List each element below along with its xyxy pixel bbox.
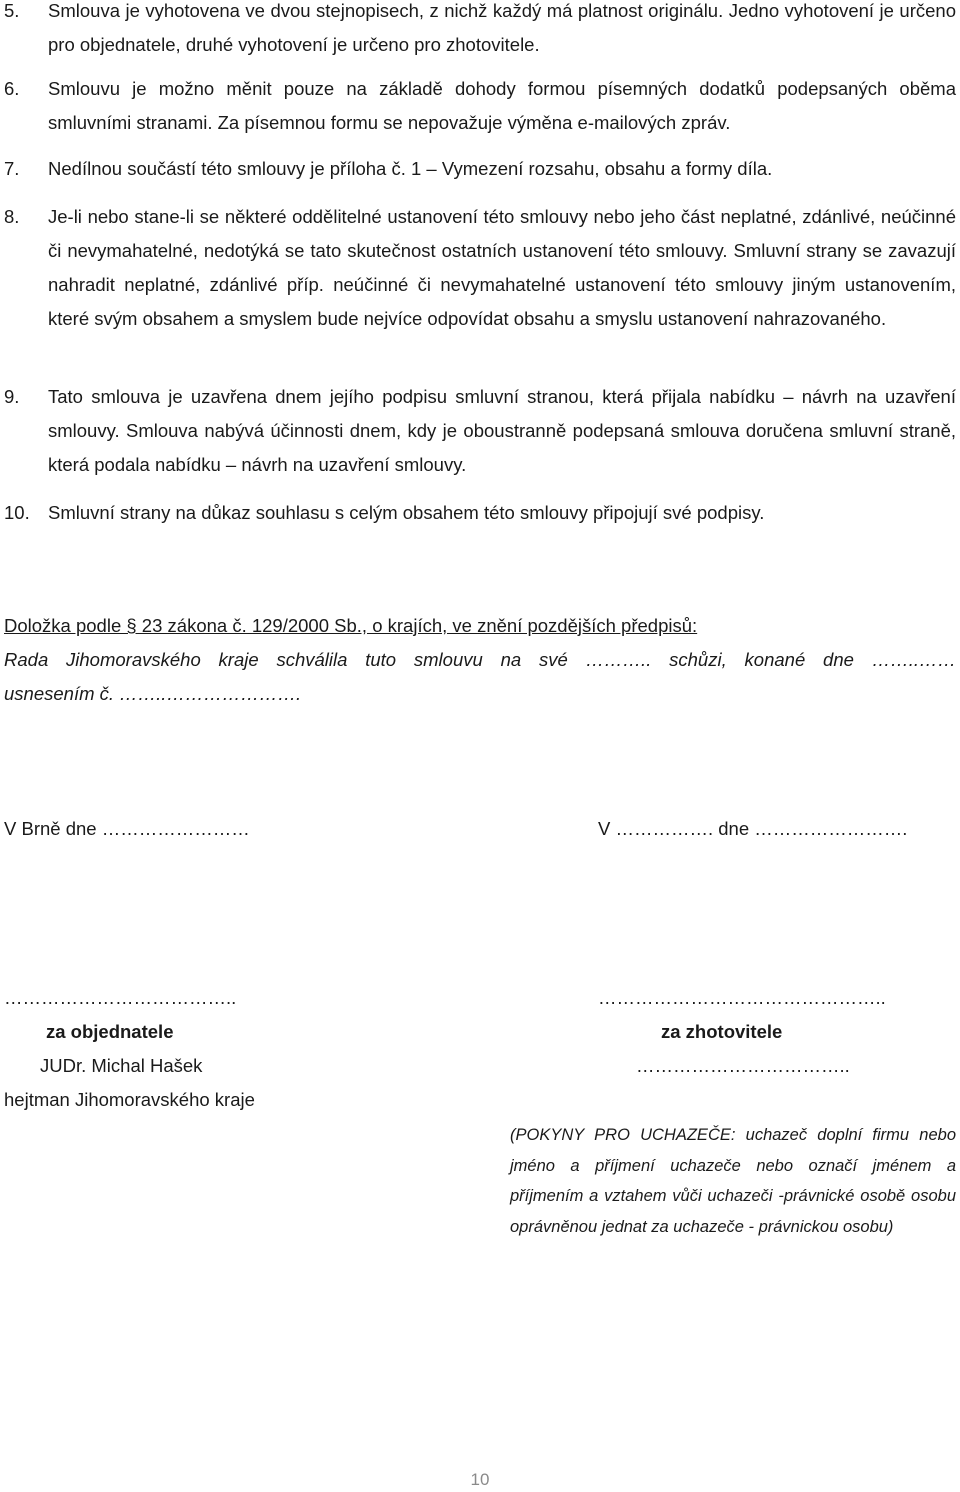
signature-line-left: ………………………………..	[4, 987, 237, 1008]
clause-text: Smluvní strany na důkaz souhlasu s celým obsahem této smlouvy připojují své podpisy.	[48, 502, 765, 523]
signature-place-right: V ……………. dne …………………….	[598, 818, 908, 839]
dolozka-heading: Doložka podle § 23 zákona č. 129/2000 Sb., o krajích, ve znění pozdějších předpisů:	[4, 615, 698, 636]
clause-text: Je-li nebo stane-li se některé oddělitelné ustanovení této smlouvy nebo jeho část neplatné, zdánlivé, neúčinné či nevymahatelné, nedotýká se tato skutečnost ostatních ustanovení této smlouvy. Smluvní strany se zavazují nahradit neplatné, zdánlivé příp. neúčinné či nevymahatelné ustanovení této smlouvy jiným ustanovením, které svým obsahem a smyslem bude nejvíce odpovídat obsahu a smyslu ustanovení nahrazovaného.	[48, 206, 956, 329]
signature-line-right: ………………………………………..	[598, 987, 886, 1008]
clause-text: Tato smlouva je uzavřena dnem jejího podpisu smluvní stranou, která přijala nabídku – návrh na uzavření smlouvy. Smlouva nabývá účinnosti dnem, kdy je oboustranně podepsaná smlouva doručena smluvní straně, která podala nabídku – návrh na uzavření smlouvy.	[48, 386, 956, 475]
clause-number: 9.	[4, 386, 20, 407]
clause-number: 8.	[4, 206, 20, 227]
clause-number: 5.	[4, 0, 20, 21]
clause-text: Smlouvu je možno měnit pouze na základě dohody formou písemných dodatků podepsaných oběma smluvními stranami. Za písemnou formu se nepovažuje výměna e-mailových zpráv.	[48, 78, 956, 133]
signatory-name-left: JUDr. Michal Hašek	[40, 1055, 203, 1076]
signature-place-left: V Brně dne ……………………	[4, 818, 250, 839]
clause-8	[4, 200, 956, 336]
signatory-name-right: ……………………………..	[636, 1055, 850, 1076]
clause-6	[4, 72, 956, 140]
clause-7	[4, 152, 956, 186]
clause-number: 7.	[4, 158, 20, 179]
clause-5	[4, 0, 956, 62]
signatory-title-left: hejtman Jihomoravského kraje	[4, 1089, 255, 1110]
dolozka-line-1: Rada Jihomoravského kraje schválila tuto smlouvu na své ……….. schůzi, konané dne ……..……	[4, 649, 956, 670]
party-left-label: za objednatele	[46, 1021, 174, 1042]
dolozka-line-2: usnesením č. ……..………………….	[4, 683, 302, 704]
clause-number: 10.	[4, 502, 30, 523]
clause-text: Smlouva je vyhotovena ve dvou stejnopisech, z nichž každý má platnost originálu. Jedno vyhotovení je určeno pro objednatele, druhé vyhotovení je určeno pro zhotovitele.	[48, 0, 956, 55]
clause-number: 6.	[4, 78, 20, 99]
clause-text: Nedílnou součástí této smlouvy je příloha č. 1 – Vymezení rozsahu, obsahu a formy díla.	[48, 158, 773, 179]
clause-9	[4, 380, 956, 482]
clause-10	[4, 496, 956, 530]
bidder-instruction: (POKYNY PRO UCHAZEČE: uchazeč doplní firmu nebo jméno a příjmení uchazeče nebo označí jménem a příjmením a vztahem vůči uchazeči -právnické osobě osobu oprávněnou jednat za uchazeče - právnickou osobu)	[510, 1126, 956, 1236]
page-number: 10	[470, 1470, 490, 1489]
party-right-label: za zhotovitele	[661, 1021, 783, 1042]
